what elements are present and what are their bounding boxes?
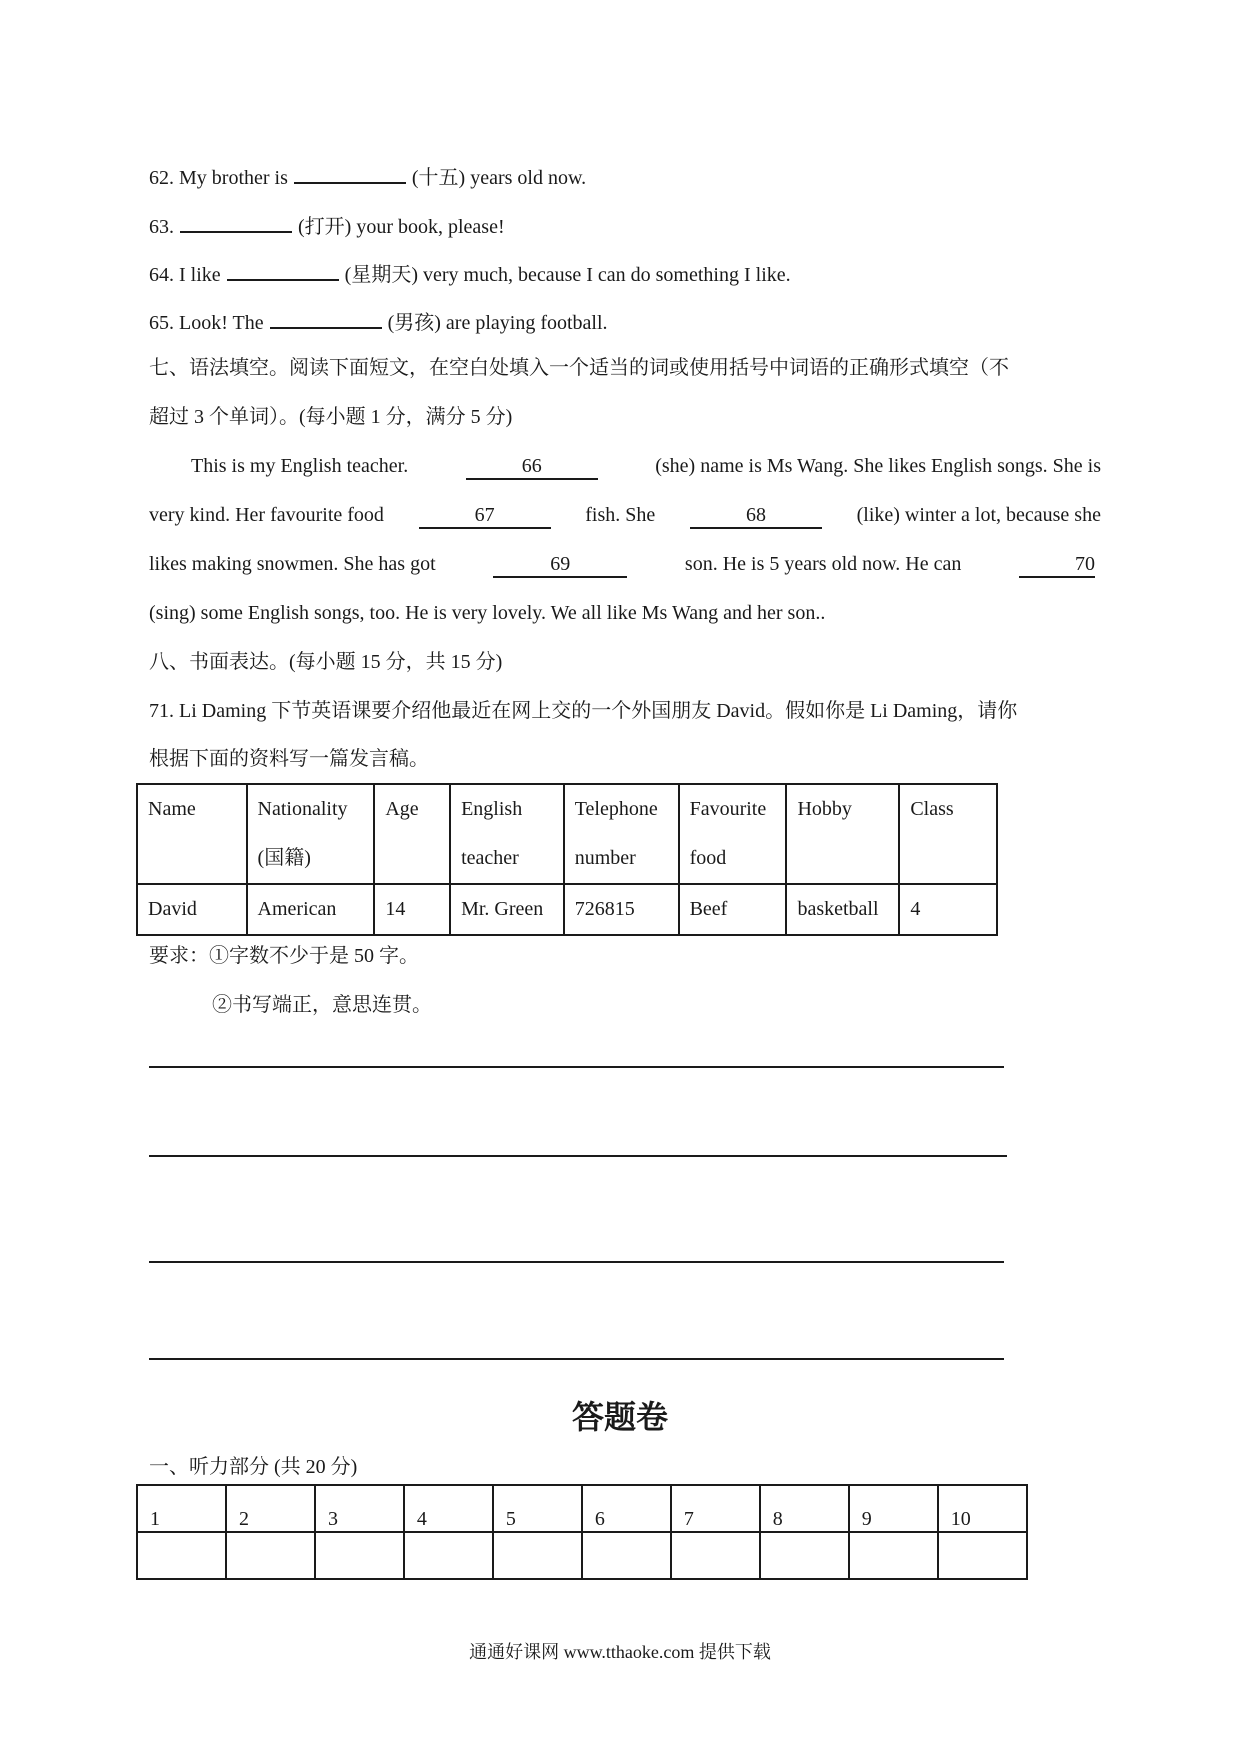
header-cell-class: Class (899, 784, 997, 884)
answer-number-cell: 8 (760, 1485, 849, 1532)
answer-number-cell: 9 (849, 1485, 938, 1532)
section-7-title-line1: 七、语法填空。阅读下面短文，在空白处填入一个适当的词或使用括号中词语的正确形式填空（不 (149, 357, 1009, 379)
passage-text: very kind. Her favourite food (149, 504, 384, 526)
q64-prefix: 64. I like (149, 264, 221, 286)
cell-english-teacher: Mr. Green (450, 884, 564, 935)
answer-number-cell: 6 (582, 1485, 671, 1532)
passage-text: This is my English teacher. (191, 455, 409, 477)
header-cell-telephone: Telephone number (564, 784, 679, 884)
cell-name: David (137, 884, 247, 935)
answer-number-row (137, 1485, 1027, 1532)
cell-telephone: 726815 (564, 884, 679, 935)
answer-cell[interactable] (849, 1532, 938, 1579)
answer-blank-64[interactable] (227, 259, 339, 281)
table-row (137, 884, 997, 935)
answer-cell[interactable] (404, 1532, 493, 1579)
answer-number-cell: 5 (493, 1485, 582, 1532)
answer-cell[interactable] (493, 1532, 582, 1579)
answer-sheet-title: 答题卷 (571, 1398, 668, 1436)
header-cell-nationality: Nationality (国籍) (247, 784, 375, 884)
answer-cell[interactable] (938, 1532, 1027, 1579)
david-info-table (136, 783, 998, 936)
answer-blank-70[interactable]: 70 (1019, 552, 1095, 578)
answer-cell[interactable] (137, 1532, 226, 1579)
answer-blank-65[interactable] (270, 307, 382, 329)
writing-line-4[interactable] (149, 1358, 1004, 1360)
answer-blank-62[interactable] (294, 162, 406, 184)
writing-line-2[interactable] (149, 1155, 1007, 1157)
header-cell-hobby: Hobby (786, 784, 899, 884)
requirement-1: 要求：①字数不少于是 50 字。 (149, 945, 419, 967)
header-cell-favourite-food: Favourite food (679, 784, 787, 884)
answer-number-cell: 4 (404, 1485, 493, 1532)
q65-hint: (男孩) are playing football. (387, 312, 608, 334)
answer-number-cell: 3 (315, 1485, 404, 1532)
q63-prefix: 63. (149, 216, 174, 238)
answer-number-cell: 2 (226, 1485, 315, 1532)
cell-age: 14 (374, 884, 450, 935)
passage-line-1 (191, 453, 1101, 480)
header-cell-name: Name (137, 784, 247, 884)
question-64 (149, 259, 791, 288)
passage-line-4: (sing) some English songs, too. He is very lovely. We all like Ms Wang and her son.. (149, 602, 826, 624)
answer-cell[interactable] (671, 1532, 760, 1579)
answer-blank-63[interactable] (180, 211, 292, 233)
answer-cell[interactable] (582, 1532, 671, 1579)
answer-number-cell: 1 (137, 1485, 226, 1532)
question-63 (149, 211, 505, 240)
q62-hint: (十五) years old now. (411, 167, 587, 189)
passage-text: (like) winter a lot, because she (856, 504, 1101, 526)
answer-cell[interactable] (226, 1532, 315, 1579)
q63-hint: (打开) your book, please! (298, 216, 505, 238)
cell-nationality: American (247, 884, 375, 935)
header-cell-english-teacher: English teacher (450, 784, 564, 884)
cell-hobby: basketball (786, 884, 899, 935)
question-71-line2: 根据下面的资料写一篇发言稿。 (149, 748, 429, 770)
answer-blank-row (137, 1532, 1027, 1579)
cell-favourite-food: Beef (679, 884, 787, 935)
listening-section-title: 一、听力部分 (共 20 分) (149, 1456, 358, 1478)
answer-cell[interactable] (760, 1532, 849, 1579)
answer-blank-68[interactable]: 68 (690, 503, 822, 529)
header-cell-age: Age (374, 784, 450, 884)
passage-line-2 (149, 502, 1101, 529)
question-62 (149, 162, 586, 191)
passage-line-3 (149, 551, 1101, 578)
answer-number-cell: 7 (671, 1485, 760, 1532)
passage-text: son. He is 5 years old now. He can (684, 553, 962, 575)
answer-blank-69[interactable]: 69 (493, 552, 627, 578)
table-header-row (137, 784, 997, 884)
writing-line-1[interactable] (149, 1066, 1004, 1068)
cell-class: 4 (899, 884, 997, 935)
passage-text: (she) name is Ms Wang. She likes English songs. She is (655, 455, 1101, 477)
requirement-2: ②书写端正，意思连贯。 (212, 994, 432, 1016)
answer-blank-66[interactable]: 66 (466, 454, 598, 480)
q65-prefix: 65. Look! The (149, 312, 264, 334)
question-71-line1: 71. Li Daming 下节英语课要介绍他最近在网上交的一个外国朋友 David。假如你是 Li Daming，请你 (149, 700, 1018, 722)
answer-number-cell: 10 (938, 1485, 1027, 1532)
q62-prefix: 62. My brother is (149, 167, 288, 189)
section-8-title: 八、书面表达。(每小题 15 分，共 15 分) (149, 651, 503, 673)
passage-text: fish. She (585, 504, 656, 526)
passage-text: likes making snowmen. She has got (149, 553, 436, 575)
page-footer: 通通好课网 www.tthaoke.com 提供下载 (469, 1642, 771, 1662)
section-7-title-line2: 超过 3 个单词）。(每小题 1 分，满分 5 分) (149, 406, 513, 428)
writing-line-3[interactable] (149, 1261, 1004, 1263)
answer-cell[interactable] (315, 1532, 404, 1579)
q64-hint: (星期天) very much, because I can do something I like. (344, 264, 791, 286)
listening-answer-table (136, 1484, 1028, 1580)
answer-blank-67[interactable]: 67 (419, 503, 551, 529)
question-65 (149, 307, 608, 336)
